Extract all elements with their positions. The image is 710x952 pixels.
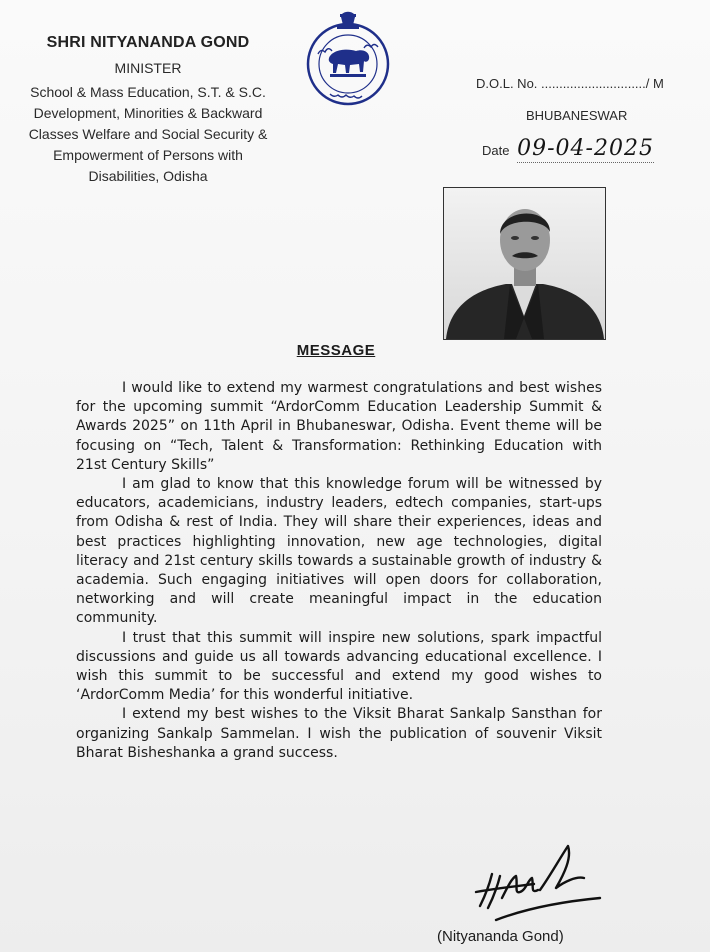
message-paragraph: I am glad to know that this knowledge forum will be witnessed by educators, academicians, industry leaders, edtech companies, start-ups from Odisha & rest of India. They will share their experiences, ideas and best practices highlighting innovation, new age technologies, digital literacy and 21st century skills towards a sustainable growth of industry & academia. Such engaging initiatives will open doors for collaboration, networking and will create meaningful impact in the education community. [76,476,602,627]
signer-name: (Nityananda Gond) [437,928,564,945]
handwritten-signature-icon [468,836,608,930]
dol-number: D.O.L. No. ............................./ M [476,76,664,91]
message-paragraph: I trust that this summit will inspire new solutions, spark impactful discussions and guide us all towards advancing educational excellence. I wish this summit to be successful and extend my good wishes to ‘ArdorComm Media’ for this wonderful initiative. [76,629,602,704]
department-line: Disabilities, Odisha [88,168,208,184]
portrait-photo [443,187,606,340]
city-name: BHUBANESWAR [526,108,628,123]
message-body [76,379,602,763]
message-heading: MESSAGE [296,342,376,359]
message-paragraph: I extend my best wishes to the Viksit Bharat Sankalp Sansthan for organizing Sankalp Sammelan. I wish the publication of souvenir Viksit Bharat Bisheshanka a grand success. [76,706,602,761]
sender-title: MINISTER [114,60,182,76]
portrait-photo-icon [444,188,605,339]
state-emblem-icon [296,6,400,110]
department-line: Development, Minorities & Backward [33,105,263,121]
sender-block [8,34,288,187]
department-line: School & Mass Education, S.T. & S.C. [30,84,266,100]
sender-name: SHRI NITYANANDA GOND [46,34,250,51]
date-value: 09-04-2025 [517,136,654,161]
date-row [482,136,654,161]
department-line: Classes Welfare and Social Security & [28,126,268,142]
message-paragraph: I would like to extend my warmest congratulations and best wishes for the upcoming summit “ArdorComm Education Leadership Summit & Awards 2025” on 11th April in Bhubaneswar, Odisha. Event theme will be focusing on “Tech, Talent & Transformation: Rethinking Education with 21st Century Skills” [76,380,602,473]
date-label: Date [482,143,510,158]
department-line: Empowerment of Persons with [53,147,243,163]
sender-department [8,82,288,187]
